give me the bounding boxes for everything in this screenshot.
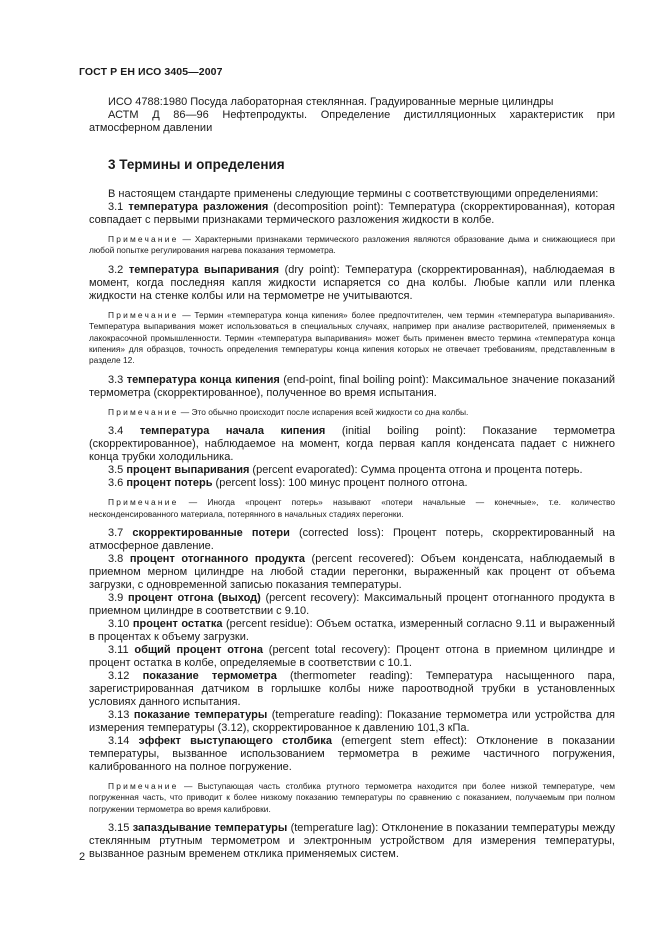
note-3-1: Примечание — Характерными признаками термического разложения являются образование дыма и снижающиеся при любой попытке регулирования нагрева показания термометра. bbox=[89, 234, 615, 256]
term-3-14: 3.14 эффект выступающего столбика (emergent stem effect): Отклонение в показании температуры, вызванное использованием термометра в режиме частичного погружения, калиброванного на полное погружение. bbox=[89, 735, 615, 774]
page-body bbox=[89, 96, 615, 861]
term-3-15: 3.15 запаздывание температуры (temperature lag): Отклонение в показании температуры между стеклянным ртутным термометром и электронным устройством для измерения температуры, вызванное разным временем отклика применяемых систем. bbox=[89, 822, 615, 861]
note-3-6: Примечание — Иногда «процент потерь» называют «потери начальные — конечные», т.е. количество несконденсированного материала, потерянного в начальных стадиях перегонки. bbox=[89, 497, 616, 519]
normative-references bbox=[89, 96, 615, 135]
term-3-3: 3.3 температура конца кипения (end-point, final boiling point): Максимальное значение показаний термометра (скорректированное), полученное во время испытания. bbox=[89, 373, 615, 399]
reference-iso-4788: ИСО 4788:1980 Посуда лабораторная стеклянная. Градуированные мерные цилиндры bbox=[108, 96, 554, 108]
term-3-11: 3.11 общий процент отгона (percent total recovery): Процент отгона в приемном цилиндре и процент остатка в колбе, определяемые в соответствии с 10.1. bbox=[89, 644, 615, 670]
section-intro: В настоящем стандарте применены следующие термины с соответствующими определениями: bbox=[108, 188, 599, 200]
term-3-9: 3.9 процент отгона (выход) (percent recovery): Максимальный процент отогнанного продукта в приемном цилиндре в соответствии с 9.10. bbox=[89, 592, 615, 618]
term-3-4: 3.4 температура начала кипения (initial boiling point): Показание термометра (скорректированное), наблюдаемое на момент, когда первая капля конденсата падает с нижнего конца трубки холодильника. bbox=[89, 425, 615, 464]
note-3-3: Примечание — Это обычно происходит после испарения всей жидкости со дна колбы. bbox=[108, 406, 469, 417]
section-title: 3 Термины и определения bbox=[108, 157, 285, 172]
term-3-5: 3.5 процент выпаривания (percent evaporated): Сумма процента отгона и процента потерь. bbox=[108, 464, 583, 477]
term-3-12: 3.12 показание термометра (thermometer reading): Температура насыщенного пара, зарегистрированная датчиком в горлышке колбы ниже пароотводной трубки в установленных условиях данного испытания. bbox=[89, 670, 615, 709]
note-3-2: Примечание — Термин «температура конца кипения» более предпочтителен, чем термин «температура выпаривания». Температура выпаривания может использоваться в специальных случаях, например при анализе растворителей, применяемых в лакокрасочной промышленности. Термин «температура выпаривания» может быть применен вместо термина «температура конца кипения» для образцов, точность определения температуры конца кипения которых не отвечает требованиям, представленным в разделе 12. bbox=[89, 309, 615, 366]
term-3-6: 3.6 процент потерь (percent loss): 100 минус процент полного отгона. bbox=[108, 477, 468, 490]
term-3-1: 3.1 температура разложения (decomposition point): Температура (скорректированная), которая совпадает с первыми признаками термического разложения жидкости в колбе. bbox=[89, 201, 615, 226]
term-3-2: 3.2 температура выпаривания (dry point): Температура (скорректированная), наблюдаемая в момент, когда последняя капля жидкости испаряется со дна колбы. Любые капли или пленка жидкости на стенке колбы или на термометре не учитываются. bbox=[89, 263, 615, 302]
term-3-7: 3.7 скорректированные потери (corrected loss): Процент потерь, скорректированный на атмосферное давление. bbox=[89, 527, 615, 553]
page-header: ГОСТ Р ЕН ИСО 3405—2007 bbox=[79, 66, 223, 78]
term-3-13: 3.13 показание температуры (temperature reading): Показание термометра или устройства для измерения температуры (3.12), скорректированное к давлению 101,3 кПа. bbox=[89, 709, 616, 735]
term-3-8: 3.8 процент отогнанного продукта (percent recovered): Объем конденсата, наблюдаемый в приемном мерном цилиндре на любой стадии перегонки, выраженный как процент от объема загрузки, с одновременной записью показания температуры. bbox=[89, 553, 616, 592]
note-3-14: Примечание — Выступающая часть столбика ртутного термометра находится при более низкой температуре, чем погруженная часть, что приводит к более низкому показанию температуры по сравнению с показанием, получаемым при полном погружении термометра во время калибровки. bbox=[89, 781, 615, 814]
page-number: 2 bbox=[79, 851, 86, 863]
reference-astm-d86: АСТМ Д 86—96 Нефтепродукты. Определение дистилляционных характеристик при атмосферном давлении bbox=[89, 109, 615, 134]
term-3-10: 3.10 процент остатка (percent residue): Объем остатка, измеренный согласно 9.11 и выраженный в процентах к объему загрузки. bbox=[89, 618, 615, 644]
